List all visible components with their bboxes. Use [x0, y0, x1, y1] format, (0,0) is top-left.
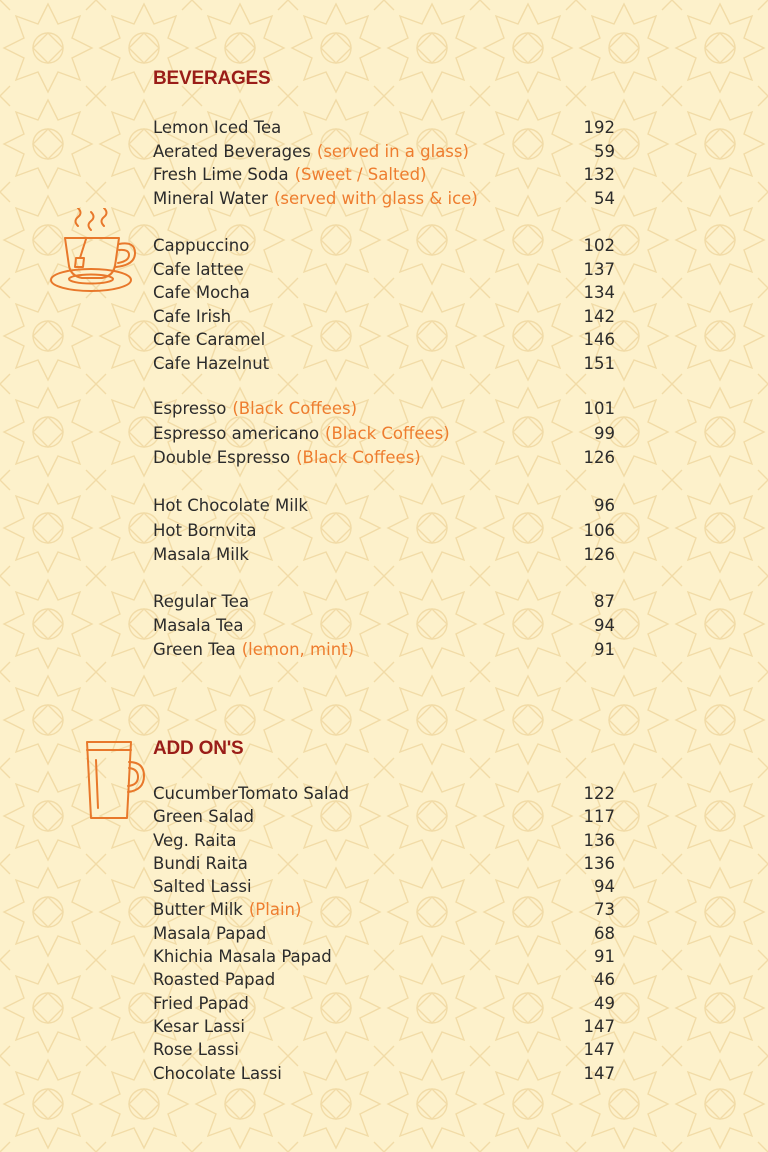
item-name: Veg. Raita: [153, 830, 237, 850]
menu-item: [153, 1062, 615, 1085]
item-label: [153, 852, 248, 875]
beverages-group-3: [153, 397, 615, 471]
menu-item: [153, 898, 615, 921]
item-price: 46: [594, 970, 615, 990]
item-label: [153, 494, 308, 519]
item-label: [153, 1038, 239, 1061]
menu-item: [153, 543, 615, 568]
item-name: Green Tea: [153, 640, 236, 659]
item-label: [153, 992, 249, 1015]
item-label: [153, 1015, 245, 1038]
menu-item: [153, 829, 615, 852]
addons-title: ADD ON'S: [153, 738, 244, 759]
item-label: [153, 782, 349, 805]
beverages-title: BEVERAGES: [153, 68, 271, 89]
menu-item: [153, 638, 615, 662]
item-name: Mineral Water: [153, 188, 268, 208]
menu-item: [153, 446, 615, 471]
menu-item: [153, 968, 615, 991]
item-note: (Plain): [248, 900, 302, 920]
item-price: 134: [583, 283, 615, 302]
item-price: 122: [583, 784, 615, 803]
item-label: [153, 638, 354, 662]
menu-item: [153, 352, 615, 376]
menu-item: [153, 519, 615, 544]
item-price: 87: [594, 592, 615, 611]
item-price: 73: [594, 900, 615, 920]
item-price: 151: [583, 353, 615, 373]
coffee-cup-icon: [46, 208, 140, 298]
item-note: (Black Coffees): [296, 448, 421, 467]
item-label: [153, 922, 266, 945]
beverages-group-4: [153, 494, 615, 568]
menu-item: [153, 992, 615, 1015]
item-label: [153, 1062, 282, 1085]
item-label: [153, 829, 237, 852]
item-name: Rose Lassi: [153, 1040, 239, 1060]
item-name: Double Espresso: [153, 448, 291, 467]
item-name: Cafe Hazelnut: [153, 353, 270, 373]
item-price: 49: [594, 993, 615, 1013]
item-note: (served in a glass): [316, 141, 469, 161]
item-price: 96: [594, 496, 615, 515]
item-note: (Black Coffees): [232, 399, 358, 418]
item-price: 117: [583, 807, 615, 827]
item-price: 147: [583, 1040, 615, 1060]
item-name: Fried Papad: [153, 993, 249, 1013]
menu-item: [153, 187, 615, 211]
menu-item: [153, 1015, 615, 1038]
item-name: Hot Bornvita: [153, 520, 257, 540]
item-price: 91: [594, 640, 615, 659]
item-price: 192: [583, 118, 615, 137]
item-price: 99: [594, 423, 615, 443]
item-note: (Black Coffees): [325, 423, 450, 443]
item-note: (Sweet / Salted): [294, 165, 427, 184]
item-price: 136: [583, 853, 615, 873]
item-label: [153, 805, 254, 828]
item-label: [153, 258, 244, 282]
addons-list: [153, 782, 615, 1085]
menu-item: [153, 494, 615, 519]
item-price: 147: [583, 1016, 615, 1036]
item-name: Cafe Irish: [153, 306, 232, 326]
item-name: Chocolate Lassi: [153, 1063, 282, 1083]
item-name: Espresso americano: [153, 423, 320, 443]
item-price: 126: [583, 545, 615, 564]
item-price: 54: [594, 188, 615, 208]
item-price: 132: [583, 165, 615, 184]
item-price: 91: [594, 947, 615, 967]
beverages-group-1: [153, 116, 615, 210]
item-label: [153, 968, 275, 991]
item-name: Cafe Mocha: [153, 283, 250, 302]
menu-item: [153, 234, 615, 258]
item-label: [153, 234, 249, 258]
item-label: [153, 397, 357, 422]
menu-item: [153, 875, 615, 898]
menu-item: [153, 163, 615, 187]
item-name: Cappuccino: [153, 236, 250, 255]
item-label: [153, 116, 281, 140]
item-label: [153, 614, 244, 638]
item-name: Khichia Masala Papad: [153, 947, 332, 967]
item-price: 101: [583, 399, 615, 418]
beverages-group-5: [153, 590, 615, 662]
menu-item: [153, 782, 615, 805]
menu-item: [153, 397, 615, 422]
beer-mug-icon: [82, 736, 148, 824]
item-price: 147: [583, 1063, 615, 1083]
menu-item: [153, 281, 615, 305]
item-name: Aerated Beverages: [153, 141, 311, 161]
menu-item: [153, 922, 615, 945]
item-name: Cafe lattee: [153, 259, 244, 279]
menu-item: [153, 422, 615, 447]
item-name: Fresh Lime Soda: [153, 165, 289, 184]
item-label: [153, 543, 249, 568]
item-price: 106: [583, 520, 615, 540]
item-price: 102: [583, 236, 615, 255]
item-label: [153, 328, 265, 352]
item-price: 126: [583, 448, 615, 467]
item-price: 94: [594, 877, 615, 897]
menu-item: [153, 328, 615, 352]
menu-item: [153, 614, 615, 638]
item-label: [153, 590, 249, 614]
item-price: 142: [583, 306, 615, 326]
item-label: [153, 163, 427, 187]
item-price: 68: [594, 923, 615, 943]
item-name: Salted Lassi: [153, 877, 252, 897]
menu-item: [153, 140, 615, 164]
menu-item: [153, 852, 615, 875]
item-name: Butter Milk: [153, 900, 243, 920]
item-price: 94: [594, 616, 615, 635]
item-name: Green Salad: [153, 807, 254, 827]
item-label: [153, 140, 469, 164]
item-name: Bundi Raita: [153, 853, 248, 873]
item-label: [153, 352, 269, 376]
item-label: [153, 446, 421, 471]
item-label: [153, 898, 301, 921]
item-name: Lemon Iced Tea: [153, 118, 282, 137]
item-label: [153, 519, 257, 544]
item-name: Masala Papad: [153, 923, 267, 943]
item-note: (served with glass & ice): [273, 188, 478, 208]
menu-item: [153, 805, 615, 828]
menu-item: [153, 116, 615, 140]
menu-item: [153, 945, 615, 968]
menu-item: [153, 590, 615, 614]
item-name: Roasted Papad: [153, 970, 276, 990]
item-name: Masala Tea: [153, 616, 244, 635]
item-name: CucumberTomato Salad: [153, 784, 350, 803]
item-name: Cafe Caramel: [153, 330, 266, 349]
item-label: [153, 945, 332, 968]
item-name: Regular Tea: [153, 592, 250, 611]
item-name: Kesar Lassi: [153, 1016, 245, 1036]
menu-item: [153, 258, 615, 282]
item-label: [153, 422, 450, 447]
item-label: [153, 875, 252, 898]
item-name: Espresso: [153, 399, 227, 418]
item-name: Masala Milk: [153, 545, 249, 564]
beverages-group-2: [153, 234, 615, 375]
item-label: [153, 187, 478, 211]
item-label: [153, 305, 231, 329]
item-price: 136: [583, 830, 615, 850]
menu-item: [153, 1038, 615, 1061]
menu-item: [153, 305, 615, 329]
item-label: [153, 281, 250, 305]
item-name: Hot Chocolate Milk: [153, 496, 308, 515]
item-price: 59: [594, 141, 615, 161]
item-price: 146: [583, 330, 615, 349]
item-price: 137: [583, 259, 615, 279]
item-note: (lemon, mint): [241, 640, 355, 659]
